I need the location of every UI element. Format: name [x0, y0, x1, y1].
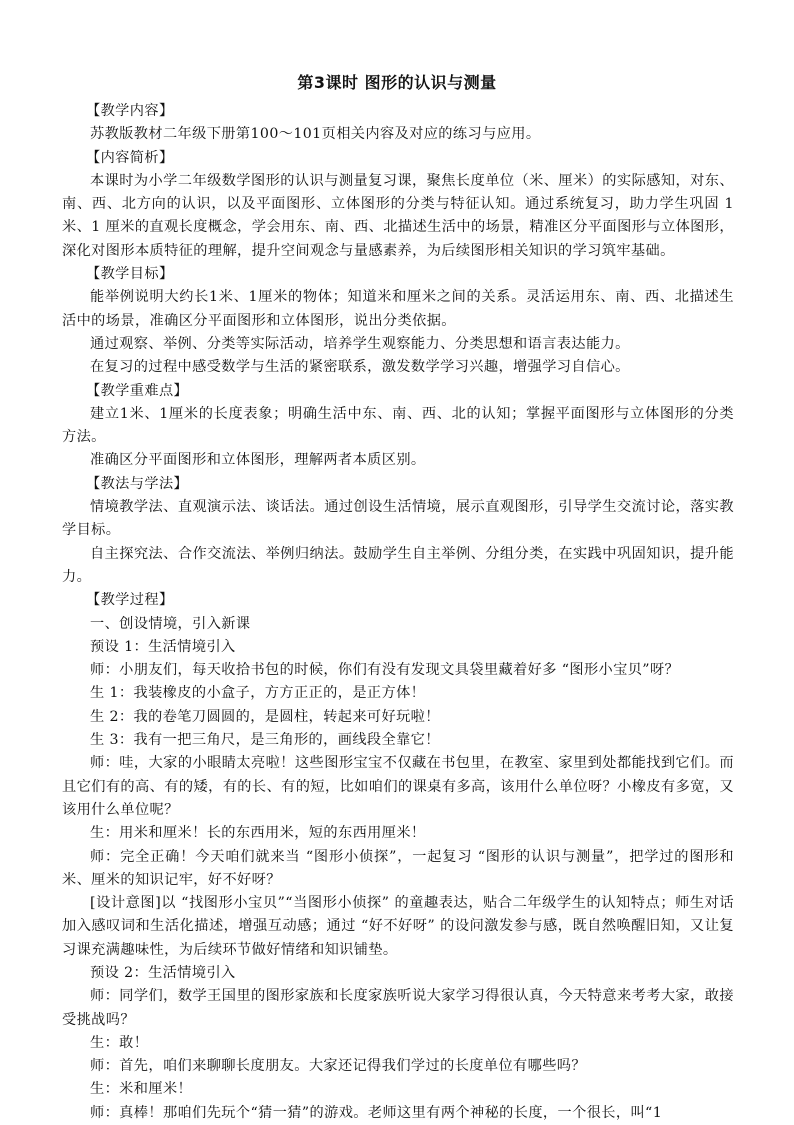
document-body: [62, 100, 734, 1125]
paragraph: 能举例说明大约长1米、1厘米的物体；知道米和厘米之间的关系。灵活运用东、南、西、北描述生活中的场景，准确区分平面图形和立体图形，说出分类依据。: [62, 289, 734, 329]
dialogue-line: 生：米和厘米！: [90, 1081, 193, 1098]
dialogue-line: 师：真棒！那咱们先玩个“猜一猜”的游戏。老师这里有两个神秘的长度，一个很长，叫“1: [90, 1104, 663, 1121]
dialogue-line: 生：敢！: [90, 1034, 149, 1051]
dialogue-line: 生：用米和厘米！长的东西用米，短的东西用厘米！: [90, 825, 426, 842]
section-heading-key-points: 【教学重难点】: [86, 382, 189, 399]
paragraph: 建立1米、1厘米的长度表象；明确生活中东、南、西、北的认知；掌握平面图形与立体图形的分类方法。: [62, 405, 734, 446]
paragraph: 情境教学法、直观演示法、谈话法。通过创设生活情境，展示直观图形，引导学生交流讨论，落实教学目标。: [62, 499, 734, 539]
paragraph: 通过观察、举例、分类等实际活动，培养学生观察能力、分类思想和语言表达能力。: [90, 335, 630, 352]
dialogue-line: 师：哇，大家的小眼睛太亮啦！这些图形宝宝不仅藏在书包里，在教室、家里到处都能找到它们。而且它们有的高、有的矮，有的长、有的短，比如咱们的课桌有多高，该用什么单位呀？小橡皮有多宽，又该用什么单位呢？: [62, 755, 734, 818]
dialogue-line: 师：首先，咱们来聊聊长度朋友。大家还记得我们学过的长度单位有哪些吗？: [90, 1058, 586, 1075]
section-heading-content: 【教学内容】: [86, 103, 174, 119]
paragraph: 本课时为小学二年级数学图形的认识与测量复习课，聚焦长度单位（米、厘米）的实际感知，对东、南、西、北方向的认识，以及平面图形、立体图形的分类与特征认知。通过系统复习，助力学生巩固 1 米、1 厘米的直观长度概念，学会用东、南、西、北描述生活中的场景，精准区分平面图形与立体图形，深化对图形本质特征的理解，提升空间观念与量感素养，为后续图形相关知识的学习筑牢基础。: [62, 172, 734, 259]
design-intent-note: [设计意图]以 “找图形小宝贝”“当图形小侦探” 的童趣表达，贴合二年级学生的认知特点；师生对话加入感叹词和生活化描述，增强互动感；通过 “好不好呀” 的设问激发参与感，既自然唤醒旧知，又让复习课充满趣味性，为后续环节做好情绪和知识铺垫。: [62, 895, 734, 958]
paragraph: 准确区分平面图形和立体图形，理解两者本质区别。: [90, 452, 426, 469]
paragraph: 苏教版教材二年级下册第100～101页相关内容及对应的练习与应用。: [90, 126, 541, 143]
section-heading-process: 【教学过程】: [86, 592, 174, 609]
paragraph: 预设 1：生活情境引入: [90, 638, 236, 655]
dialogue-line: 师：小朋友们，每天收拾书包的时候，你们有没有发现文具袋里藏着好多 “图形小宝贝”呀？: [90, 662, 680, 679]
dialogue-line: 生 3：我有一把三角尺，是三角形的，画线段全靠它！: [90, 732, 440, 749]
section-heading-goals: 【教学目标】: [86, 266, 174, 283]
dialogue-line: 师：完全正确！今天咱们就来当 “图形小侦探”，一起复习 “图形的认识与测量”，把学过的图形和米、厘米的知识记牢，好不好呀？: [62, 848, 734, 888]
paragraph: 预设 2：生活情境引入: [90, 964, 236, 981]
section-heading-analysis: 【内容简析】: [86, 149, 174, 166]
dialogue-line: 生 1：我装橡皮的小盒子，方方正正的，是正方体！: [90, 685, 426, 702]
dialogue-line: 生 2：我的卷笔刀圆圆的，是圆柱，转起来可好玩啦！: [90, 708, 440, 725]
dialogue-line: 师：同学们，数学王国里的图形家族和长度家族听说大家学习得很认真，今天特意来考考大家，敢接受挑战吗？: [62, 988, 734, 1028]
paragraph: 一、创设情境，引入新课: [90, 615, 251, 632]
paragraph: 在复习的过程中感受数学与生活的紧密联系，激发数学学习兴趣，增强学习自信心。: [90, 359, 630, 376]
section-heading-methods: 【教法与学法】: [86, 475, 189, 492]
page-title: 第3课时 图形的认识与测量: [297, 73, 497, 92]
paragraph: 自主探究法、合作交流法、举例归纳法。鼓励学生自主举例、分组分类，在实践中巩固知识，提升能力。: [62, 545, 734, 585]
